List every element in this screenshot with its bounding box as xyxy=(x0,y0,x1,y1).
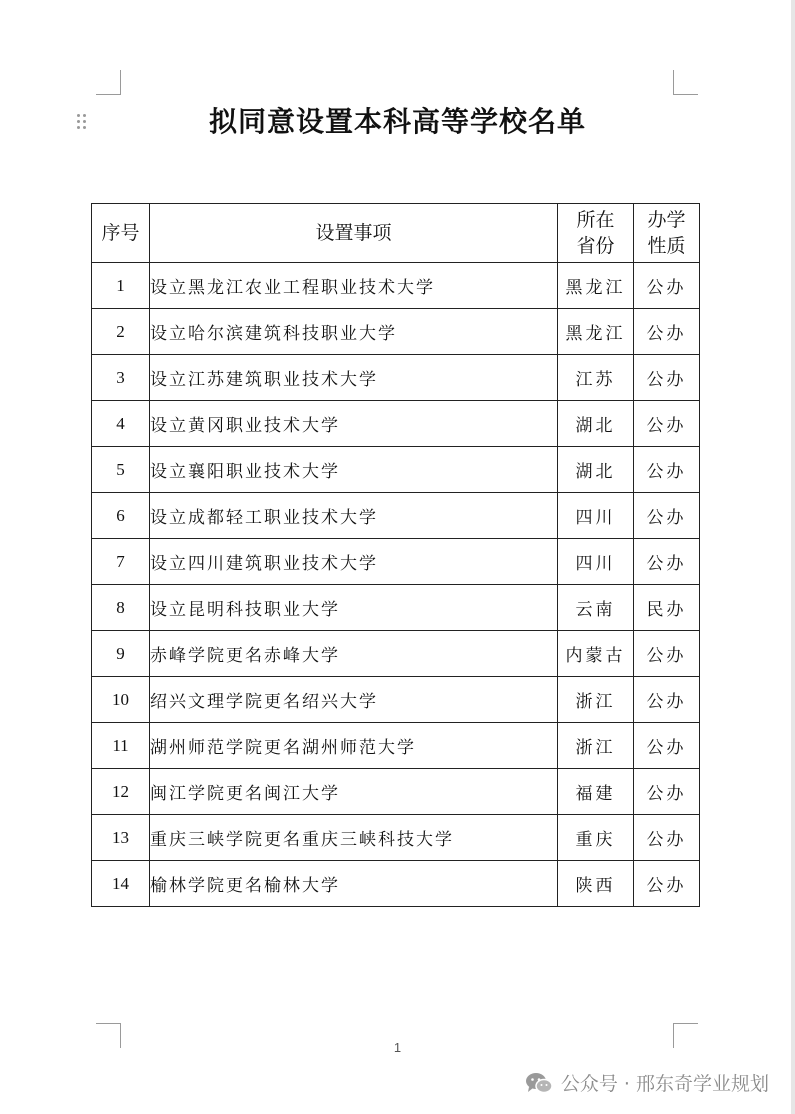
row-item: 设立哈尔滨建筑科技职业大学 xyxy=(150,309,558,355)
row-nature: 公办 xyxy=(634,401,700,447)
table-row xyxy=(92,539,700,585)
row-nature: 民办 xyxy=(634,585,700,631)
row-number: 1 xyxy=(92,263,150,309)
page-title: 拟同意设置本科高等学校名单 xyxy=(208,105,586,138)
header-province-line2: 省份 xyxy=(576,235,615,257)
row-province: 内蒙古 xyxy=(558,631,634,677)
row-province: 重庆 xyxy=(558,815,634,861)
wechat-icon xyxy=(525,1071,553,1095)
row-number: 4 xyxy=(92,401,150,447)
table-row xyxy=(92,769,700,815)
row-province: 浙江 xyxy=(558,723,634,769)
table-row xyxy=(92,309,700,355)
row-item: 设立昆明科技职业大学 xyxy=(150,585,558,631)
row-item: 闽江学院更名闽江大学 xyxy=(150,769,558,815)
row-province: 黑龙江 xyxy=(558,309,634,355)
row-number: 5 xyxy=(92,447,150,493)
row-number: 14 xyxy=(92,861,150,907)
header-item: 设置事项 xyxy=(150,204,558,263)
table-row xyxy=(92,447,700,493)
row-nature: 公办 xyxy=(634,493,700,539)
row-province: 福建 xyxy=(558,769,634,815)
row-item: 重庆三峡学院更名重庆三峡科技大学 xyxy=(150,815,558,861)
row-number: 10 xyxy=(92,677,150,723)
wechat-watermark xyxy=(525,1069,769,1096)
row-number: 3 xyxy=(92,355,150,401)
row-item: 设立成都轻工职业技术大学 xyxy=(150,493,558,539)
row-province: 四川 xyxy=(558,539,634,585)
watermark-text: 公众号 · 邢东奇学业规划 xyxy=(560,1073,769,1095)
table-row xyxy=(92,263,700,309)
row-nature: 公办 xyxy=(634,447,700,493)
row-province: 湖北 xyxy=(558,447,634,493)
row-nature: 公办 xyxy=(634,309,700,355)
row-number: 8 xyxy=(92,585,150,631)
row-nature: 公办 xyxy=(634,723,700,769)
table-row xyxy=(92,815,700,861)
row-number: 11 xyxy=(92,723,150,769)
row-province: 陕西 xyxy=(558,861,634,907)
header-nature-line1: 办学 xyxy=(647,209,686,231)
page-number: 1 xyxy=(393,1040,402,1055)
table-row xyxy=(92,401,700,447)
school-list-table xyxy=(91,203,700,907)
row-item: 设立黄冈职业技术大学 xyxy=(150,401,558,447)
table-row xyxy=(92,585,700,631)
row-item: 湖州师范学院更名湖州师范大学 xyxy=(150,723,558,769)
row-nature: 公办 xyxy=(634,677,700,723)
row-province: 江苏 xyxy=(558,355,634,401)
page-edge xyxy=(791,0,795,1114)
row-item: 绍兴文理学院更名绍兴大学 xyxy=(150,677,558,723)
row-item: 赤峰学院更名赤峰大学 xyxy=(150,631,558,677)
row-province: 湖北 xyxy=(558,401,634,447)
table-row xyxy=(92,677,700,723)
table-row xyxy=(92,723,700,769)
header-province xyxy=(558,204,634,263)
row-nature: 公办 xyxy=(634,539,700,585)
header-seq: 序号 xyxy=(92,204,150,263)
crop-mark-top-right xyxy=(673,70,698,95)
crop-mark-top-left xyxy=(96,70,121,95)
row-province: 黑龙江 xyxy=(558,263,634,309)
row-nature: 公办 xyxy=(634,263,700,309)
row-nature: 公办 xyxy=(634,355,700,401)
row-number: 12 xyxy=(92,769,150,815)
row-province: 四川 xyxy=(558,493,634,539)
row-item: 设立四川建筑职业技术大学 xyxy=(150,539,558,585)
table-row xyxy=(92,355,700,401)
table-header-row xyxy=(92,204,700,263)
row-item: 设立襄阳职业技术大学 xyxy=(150,447,558,493)
header-nature xyxy=(634,204,700,263)
row-nature: 公办 xyxy=(634,769,700,815)
table-row xyxy=(92,631,700,677)
row-number: 7 xyxy=(92,539,150,585)
table-row xyxy=(92,861,700,907)
header-province-line1: 所在 xyxy=(576,209,615,231)
row-number: 9 xyxy=(92,631,150,677)
row-item: 设立江苏建筑职业技术大学 xyxy=(150,355,558,401)
row-number: 13 xyxy=(92,815,150,861)
row-item: 设立黑龙江农业工程职业技术大学 xyxy=(150,263,558,309)
row-number: 2 xyxy=(92,309,150,355)
row-nature: 公办 xyxy=(634,815,700,861)
table-row xyxy=(92,493,700,539)
row-nature: 公办 xyxy=(634,631,700,677)
row-number: 6 xyxy=(92,493,150,539)
header-nature-line2: 性质 xyxy=(647,235,686,257)
row-nature: 公办 xyxy=(634,861,700,907)
row-item: 榆林学院更名榆林大学 xyxy=(150,861,558,907)
row-province: 云南 xyxy=(558,585,634,631)
row-province: 浙江 xyxy=(558,677,634,723)
